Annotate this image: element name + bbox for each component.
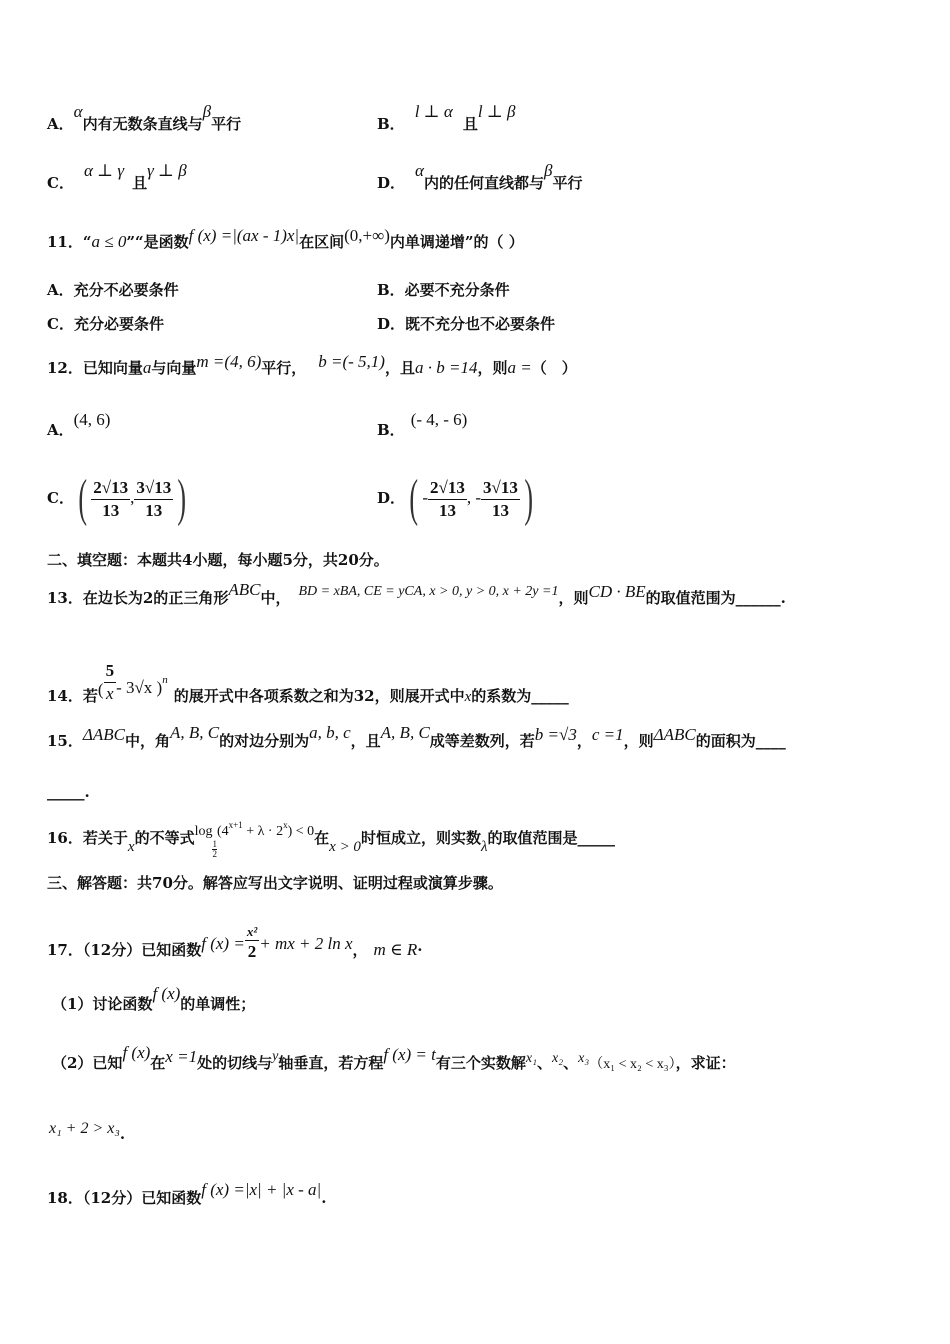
q17-conclusion: x₁ + 2 > x₃. — [49, 1120, 126, 1143]
q17-stem: 17．（12分）已知函数f (x) = $\frac{\text{x²}}{2}$ + mx + 2 ln x， m ∈ R· — [47, 924, 423, 961]
section-2-heading: 二、填空题：本题共4小题，每小题5分，共20分。 — [47, 551, 389, 569]
q13-stem: 13．在边长为2的正三角形ABC中， BD = xBA, CE = yCA, x > 0, y > 0, x + 2y =1，则CD · BE的取值范围为______. — [47, 580, 786, 607]
q11-option-b: B．必要不充分条件 — [377, 281, 510, 299]
q10-option-c: C．α ⊥ γ且γ ⊥ β — [47, 161, 187, 192]
q12-option-d: D．( - $\frac{2√13}{13}$ , - $\frac{3√13}{13}$ ) — [377, 470, 533, 527]
q12-option-b: B．(- 4, - 6) — [377, 410, 468, 439]
q15-stem: 15．ΔABC中，角A, B, C的对边分别为a, b, c，且A, B, C成等差数列，若b =√3，c =1，则ΔABC的面积为____ — [47, 723, 786, 750]
q11-option-a: A．充分不必要条件 — [47, 281, 179, 299]
q17-part-2: （2）已知f (x)在x =1处的切线与y轴垂直，若方程f (x) = t有三个实数解x₁、x₂、x₃（x₁ < x₂ < x₃），求证： — [52, 1043, 736, 1072]
q11-option-d: D．既不充分也不必要条件 — [377, 315, 556, 333]
q15-continuation: _____. — [47, 783, 90, 801]
section-3-heading: 三、解答题：共70分。解答应写出文字说明、证明过程或演算步骤。 — [47, 874, 503, 892]
q10-option-d: D．α内的任何直线都与β平行 — [377, 161, 583, 192]
q18-stem: 18．（12分）已知函数f (x) =|x| + |x - a|. — [47, 1180, 327, 1207]
q12-option-a: A．(4, 6) — [47, 410, 111, 439]
q12-option-c: C．( $\frac{2√13}{13}$ , $\frac{3√13}{13}$ ) — [47, 470, 187, 527]
q14-stem: 14．若( $\frac{5}{x}$ - 3√x )$^n$的展开式中各项系数之和为32，则展开式中x的系数为_____ — [47, 661, 569, 705]
q10-option-b: B．l ⊥ α且l ⊥ β — [377, 102, 516, 133]
q10-option-a: A．α内有无数条直线与β平行 — [47, 102, 242, 133]
q12-stem: 12．已知向量a与向量m =(4, 6)平行， b =(- 5,1)，且a · b =14，则a =（ ） — [47, 352, 577, 377]
q11-stem: 11．“a ≤ 0”“是函数f (x) =|(ax - 1)x|在区间(0,+∞)内单调递增”的（ ） — [47, 226, 524, 251]
q11-option-c: C．充分必要条件 — [47, 315, 164, 333]
q17-part-1: （1）讨论函数f (x)的单调性； — [52, 984, 256, 1013]
q16-stem: 16．若关于x的不等式log $\frac{1}{2}$ $(4^{x+1} + \lambda \cdot 2^x) < 0$在x > 0时恒成立，则实数λ的取值范围是_____ — [47, 820, 615, 859]
